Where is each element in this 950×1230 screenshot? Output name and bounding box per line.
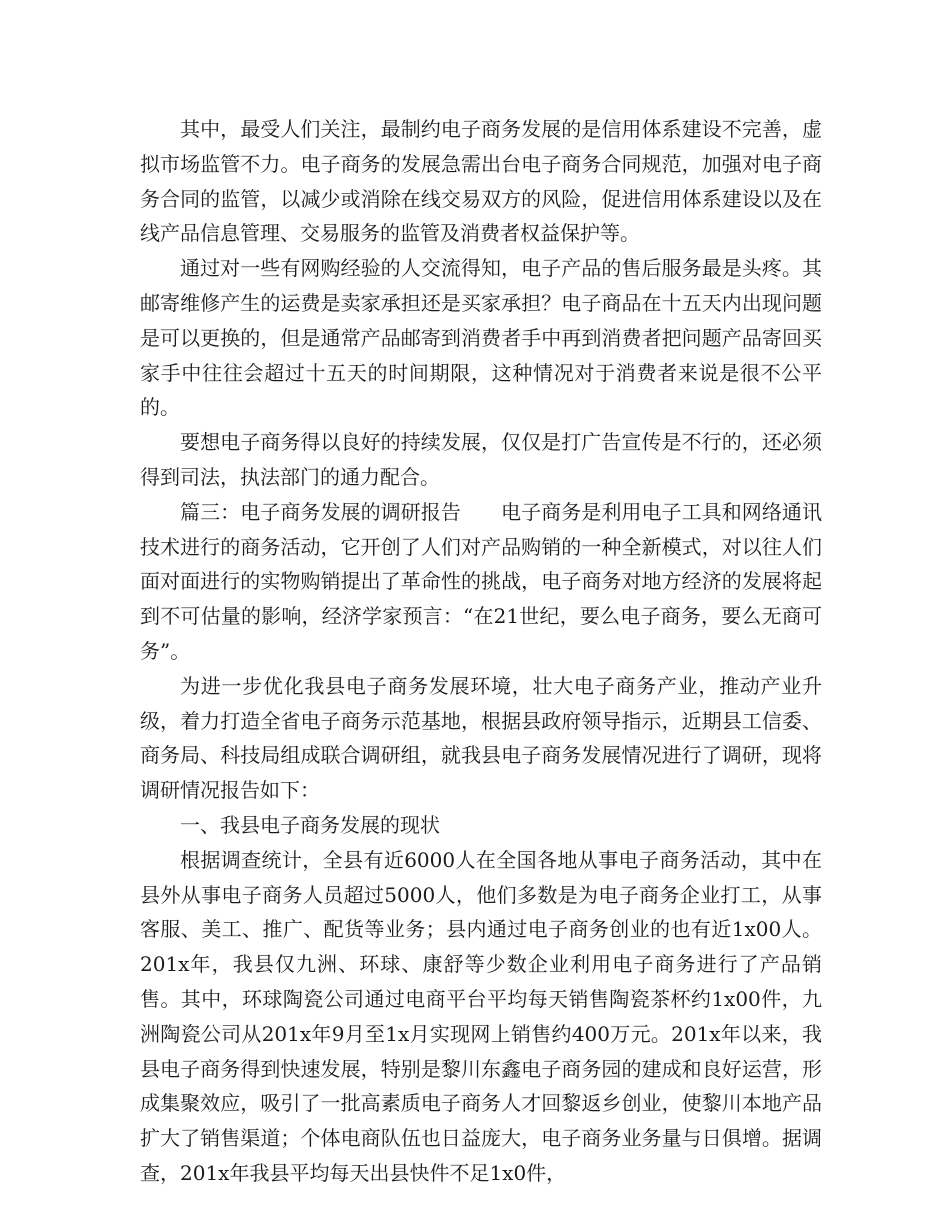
document-body [140, 112, 822, 1191]
section-heading: 篇三：电子商务发展的调研报告 [180, 499, 461, 524]
paragraph-report-intro [140, 495, 822, 669]
report-intro-text: 电子商务是利用电子工具和网络通讯技术进行的商务活动，它开创了人们对产品购销的一种全新模式，对以往人们面对面进行的实物购销提出了革命性的挑战，电子商务对地方经济的发展将起到不可估量的影响，经济学家预言：“在21世纪，要么电子商务，要么无商可务”。 [140, 499, 823, 663]
paragraph-legal-support: 要想电子商务得以良好的持续发展，仅仅是打广告宣传是不行的，还必须得到司法，执法部门的通力配合。 [140, 430, 822, 489]
paragraph-current-status: 根据调查统计，全县有近6000人在全国各地从事电子商务活动，其中在县外从事电子商务人员超过5000人，他们多数是为电子商务企业打工，从事客服、美工、推广、配货等业务；县内通过电子商务创业的也有近1x00人。201x年，我县仅九洲、环球、康舒等少数企业利用电子商务进行了产品销售。其中，环球陶瓷公司通过电商平台平均每天销售陶瓷茶杯约1x00件，九洲陶瓷公司从201x年9月至1x月实现网上销售约400万元。201x年以来，我县电子商务得到快速发展，特别是黎川东鑫电子商务园的建成和良好运营，形成集聚效应，吸引了一批高素质电子商务人才回黎返乡创业，使黎川本地产品扩大了销售渠道；个体电商队伍也日益庞大，电子商务业务量与日俱增。据调查，201x年我县平均每天出县快件不足1x0件， [140, 847, 822, 1185]
subsection-heading: 一、我县电子商务发展的现状 [180, 812, 440, 837]
paragraph-after-sales: 通过对一些有网购经验的人交流得知，电子产品的售后服务最是头疼。其邮寄维修产生的运费是卖家承担还是买家承担？电子商品在十五天内出现问题是可以更换的，但是通常产品邮寄到消费者手中再到消费者把问题产品寄回买家手中往往会超过十五天的时间期限，这种情况对于消费者来说是很不公平的。 [140, 256, 822, 420]
paragraph-survey-purpose: 为进一步优化我县电子商务发展环境，壮大电子商务产业，推动产业升级，着力打造全省电子商务示范基地，根据县政府领导指示，近期县工信委、商务局、科技局组成联合调研组，就我县电子商务发展情况进行了调研，现将调研情况报告如下： [140, 673, 822, 803]
paragraph-credit-system: 其中，最受人们关注，最制约电子商务发展的是信用体系建设不完善，虚拟市场监管不力。电子商务的发展急需出台电子商务合同规范，加强对电子商务合同的监管，以减少或消除在线交易双方的风险，促进信用体系建设以及在线产品信息管理、交易服务的监管及消费者权益保护等。 [140, 117, 822, 246]
